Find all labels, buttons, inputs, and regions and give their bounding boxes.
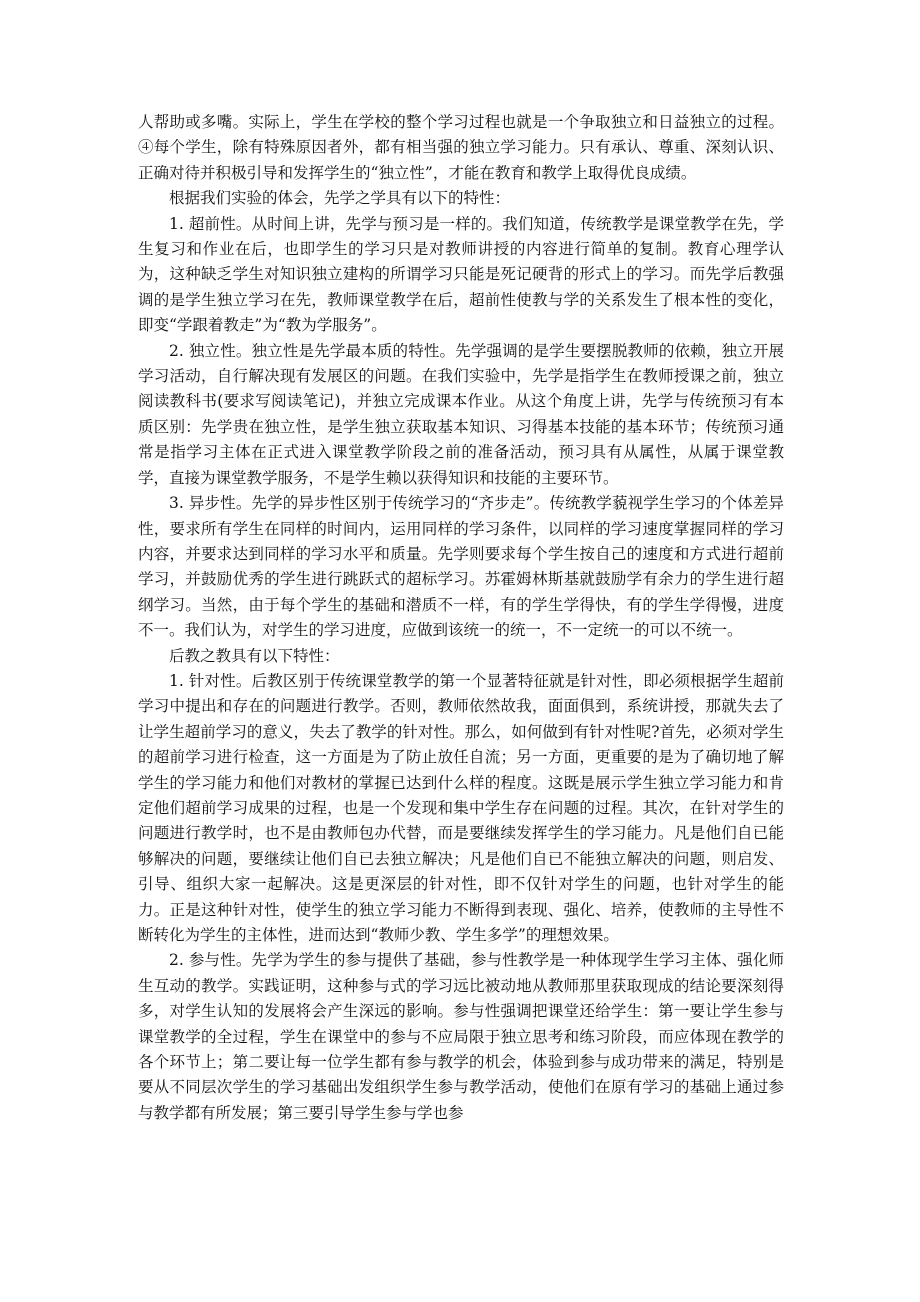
paragraph-4: 2. 独立性。独立性是先学最本质的特性。先学强调的是学生要摆脱教师的依赖，独立开展学习活动，自行解决现有发展区的问题。在我们实验中，先学是指学生在教师授课之前，独立阅读教科书(要求写阅读笔记)，并独立完成课本作业。从这个角度上讲，先学与传统预习有本质区别：先学贵在独立性，是学生独立获取基本知识、习得基本技能的基本环节；传统预习通常是指学习主体在正式进入课堂教学阶段之前的准备活动，预习具有从属性，从属于课堂教学，直接为课堂教学服务，不是学生赖以获得知识和技能的主要环节。 — [138, 341, 784, 487]
paragraph-3: 1. 超前性。从时间上讲，先学与预习是一样的。我们知道，传统教学是课堂教学在先，学生复习和作业在后，也即学生的学习只是对教师讲授的内容进行简单的复制。教育心理学认为，这种缺乏学生对知识独立建构的所谓学习只能是死记硬背的形式上的学习。而先学后教强调的是学生独立学习在先，教师课堂教学在后，超前性使教与学的关系发生了根本性的变化，即变“学跟着教走”为“教为学服务”。 — [138, 214, 784, 335]
paragraph-7: 1. 针对性。后教区别于传统课堂教学的第一个显著特征就是针对性，即必须根据学生超前学习中提出和存在的问题进行教学。否则，教师依然故我，面面俱到，系统讲授，那就失去了让学生超前学习的意义，失去了教学的针对性。那么，如何做到有针对性呢?首先，必须对学生的超前学习进行检查，这一方面是为了防止放任自流；另一方面，更重要的是为了确切地了解学生的学习能力和他们对教材的掌握已达到什么样的程度。这既是展示学生独立学习能力和肯定他们超前学习成果的过程，也是一个发现和集中学生存在问题的过程。其次，在针对学生的问题进行教学时，也不是由教师包办代替，而是要继续发挥学生的学习能力。凡是他们自已能够解决的问题，要继续让他们自已去独立解决；凡是他们自已不能独立解决的问题，则启发、引导、组织大家一起解决。这是更深层的针对性，即不仅针对学生的问题，也针对学生的能力。正是这种针对性，使学生的独立学习能力不断得到表现、强化、培养，使教师的主导性不断转化为学生的主体性，进而达到“教师少教、学生多学”的理想效果。 — [138, 671, 784, 944]
paragraph-1: 人帮助或多嘴。实际上，学生在学校的整个学习过程也就是一个争取独立和日益独立的过程。④每个学生，除有特殊原因者外，都有相当强的独立学习能力。只有承认、尊重、深刻认识、正确对待并积极引导和发挥学生的“独立性”，才能在教育和教学上取得优良成绩。 — [138, 113, 784, 182]
document-page — [138, 110, 784, 1126]
paragraph-2: 根据我们实验的体会，先学之学具有以下的特性： — [169, 189, 511, 208]
paragraph-5: 3. 异步性。先学的异步性区别于传统学习的“齐步走”。传统教学藐视学生学习的个体差异性，要求所有学生在同样的时间内，运用同样的学习条件，以同样的学习速度掌握同样的学习内容，并要求达到同样的学习水平和质量。先学则要求每个学生按自己的速度和方式进行超前学习，并鼓励优秀的学生进行跳跃式的超标学习。苏霍姆林斯基就鼓励学有余力的学生进行超纲学习。当然，由于每个学生的基础和潜质不一样，有的学生学得快，有的学生学得慢，进度不一。我们认为，对学生的学习进度，应做到该统一的统一，不一定统一的可以不统一。 — [138, 494, 784, 640]
paragraph-8: 2. 参与性。先学为学生的参与提供了基础，参与性教学是一种体现学生学习主体、强化师生互动的教学。实践证明，这种参与式的学习远比被动地从教师那里获取现成的结论要深刻得多，对学生认知的发展将会产生深远的影响。参与性强调把课堂还给学生：第一要让学生参与课堂教学的全过程，学生在课堂中的参与不应局限于独立思考和练习阶段，而应体现在教学的各个环节上；第二要让每一位学生都有参与教学的机会，体验到参与成功带来的满足，特别是要从不同层次学生的学习基础出发组织学生参与教学活动，使他们在原有学习的基础上通过参与教学都有所发展；第三要引导学生参与学也参 — [138, 951, 784, 1122]
paragraph-6: 后教之教具有以下特性： — [169, 646, 340, 665]
